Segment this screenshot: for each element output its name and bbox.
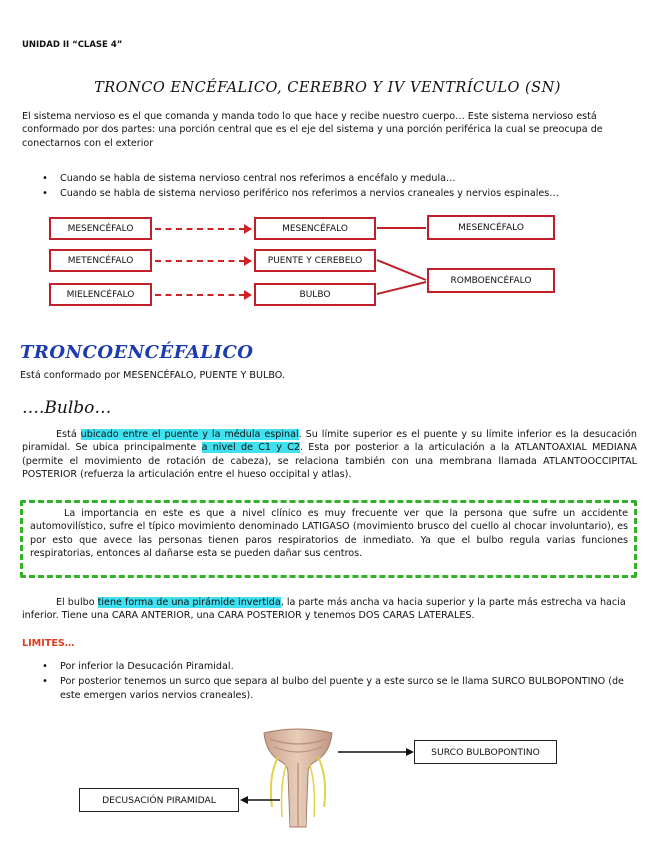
intro-paragraph: El sistema nervioso es el que comanda y manda todo lo que hace y recibe nuestro cuerpo… Este sistema nervioso está conformado por dos partes: una porción central que es el eje del sistema y una porción periférica la cual se preocupa de conectarnos con el exterior xyxy=(22,111,603,149)
bulbo-heading: ….Bulbo… xyxy=(22,398,112,418)
diagram-right-box-mesencefalo: MESENCÉFALO xyxy=(427,215,555,240)
trunk-heading: TRONCOENCÉFALICO xyxy=(20,342,254,363)
diagram-left-box-metencefalo: METENCÉFALO xyxy=(49,249,152,272)
highlight-location: ubicado entre el puente y la médula espinal xyxy=(80,429,299,440)
diagram-right-box-romboencefalo: ROMBOENCÉFALO xyxy=(427,268,555,293)
limits-heading: LIMITES… xyxy=(22,638,75,649)
bulbo-paragraph-1: Está ubicado entre el puente y la médula espinal. Su límite superior es el puente y su límite inferior es la desucación piramidal. Se ubica principalmente a nivel de C1 y C2. Esta por posterior a la articulación a la ATLANTOAXIAL MEDIANA (permite el movimiento de rotación de cabeza), se relaciona también con una membrana llamada ATLANTOOCCIPITAL POSTERIOR (refuerza la articulación entre el hueso occipital y atlas). xyxy=(22,429,637,481)
list-item: • Por inferior la Desucación Piramidal. xyxy=(22,660,637,675)
diagram-mid-box-puente-cerebelo: PUENTE Y CEREBELO xyxy=(254,249,376,272)
diagram-mid-box-bulbo: BULBO xyxy=(254,283,376,306)
diagram-left-box-mesencefalo: MESENCÉFALO xyxy=(49,217,152,240)
unit-header: UNIDAD II “CLASE 4” xyxy=(22,40,123,50)
clinical-note-text: La importancia en este es que a nivel clínico es muy frecuente ver que la persona que sufre un accidente automovilístico, sufre el típico movimiento denominado LATIGASO (movimiento brusco del cuello al chocar involuntario), es por esto que avece las personas tienen paros respiratorios de inmediato. Ya que el bulbo regula varias funciones respiratorias, entonces al dañarse esta se pueden dañar sus centros. xyxy=(30,508,628,560)
arrowhead-icon xyxy=(406,748,414,756)
page-title: TRONCO ENCÉFALICO, CEREBRO Y IV VENTRÍCULO (SN) xyxy=(94,80,561,96)
diagram-left-box-mielencefalo: MIELENCÉFALO xyxy=(49,283,152,306)
figure-label-decusacion-piramidal: DECUSACIÓN PIRAMIDAL xyxy=(79,788,239,812)
highlight-shape: tiene forma de una pirámide invertida xyxy=(97,597,281,608)
arrowhead-icon xyxy=(240,796,248,804)
list-item: • Por posterior tenemos un surco que separa al bulbo del puente y a este surco se le llama SURCO BULBOPONTINO (de este emergen varios nervios craneales). xyxy=(22,675,637,704)
list-item: • Cuando se habla de sistema nervioso periférico nos referimos a nervios craneales y nervios espinales… xyxy=(22,187,637,202)
list-item: • Cuando se habla de sistema nervioso central nos referimos a encéfalo y medula… xyxy=(22,172,637,187)
diagram-mid-box-mesencefalo: MESENCÉFALO xyxy=(254,217,376,240)
trunk-description: Está conformado por MESENCÉFALO, PUENTE Y BULBO. xyxy=(20,370,285,381)
bulbo-paragraph-2: El bulbo tiene forma de una pirámide invertida, la parte más ancha va hacia superior y la parte más estrecha va hacia inferior. Tiene una CARA ANTERIOR, una CARA POSTERIOR y tenemos DOS CARAS LATERALES. xyxy=(22,597,626,622)
highlight-level: a nivel de C1 y C2 xyxy=(201,442,300,454)
figure-label-surco-bulbopontino: SURCO BULBOPONTINO xyxy=(414,740,557,764)
